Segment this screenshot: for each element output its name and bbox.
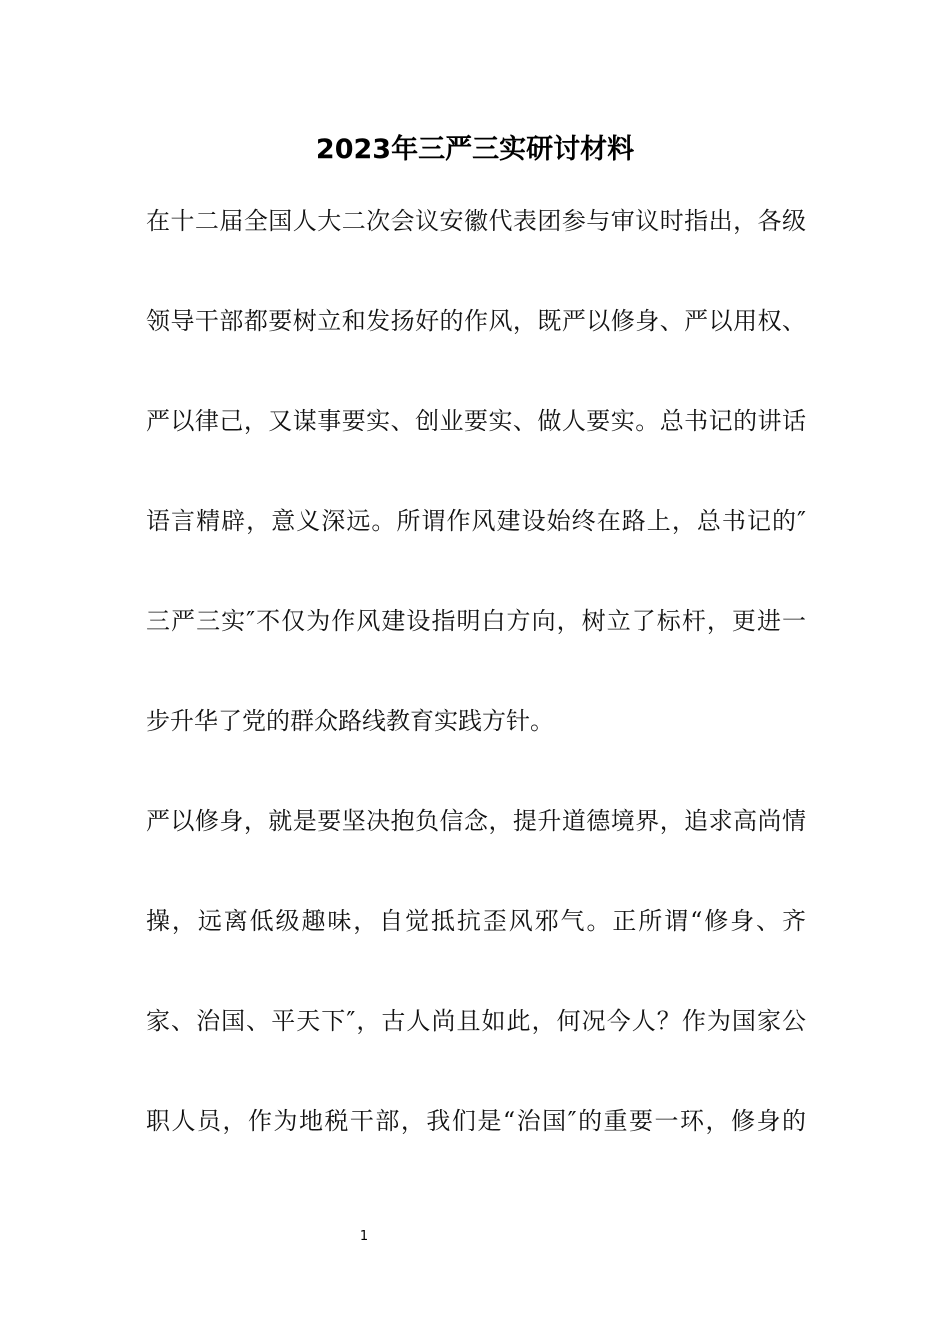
paragraph-line: 领导干部都要树立和发扬好的作风，既严以修身、严以用权、 [146,307,806,335]
paragraph-line: 严以修身，就是要坚决抱负信念，提升道德境界，追求高尚情 [146,807,806,835]
document-title: 2023年三严三实研讨材料 [315,134,635,165]
paragraph-line: 在十二届全国人大二次会议安徽代表团参与审议时指出，各级 [146,207,806,235]
paragraph-line: 家、治国、平天下″，古人尚且如此，何况今人？作为国家公 [146,1007,806,1035]
paragraph-line: 步升华了党的群众路线教育实践方针。 [146,707,554,735]
paragraph-line: 操，远离低级趣味，自觉抵抗歪风邪气。正所谓“修身、齐 [146,907,806,935]
paragraph-line: 语言精辟，意义深远。所谓作风建设始终在路上，总书记的″ [146,507,806,535]
paragraph-line: 职人员，作为地税干部，我们是“治国″的重要一环，修身的 [146,1107,806,1135]
page-number: 1 [359,1229,369,1244]
paragraph-line: 三严三实″不仅为作风建设指明白方向，树立了标杆，更进一 [146,607,806,635]
paragraph-line: 严以律己，又谋事要实、创业要实、做人要实。总书记的讲话 [146,407,806,435]
